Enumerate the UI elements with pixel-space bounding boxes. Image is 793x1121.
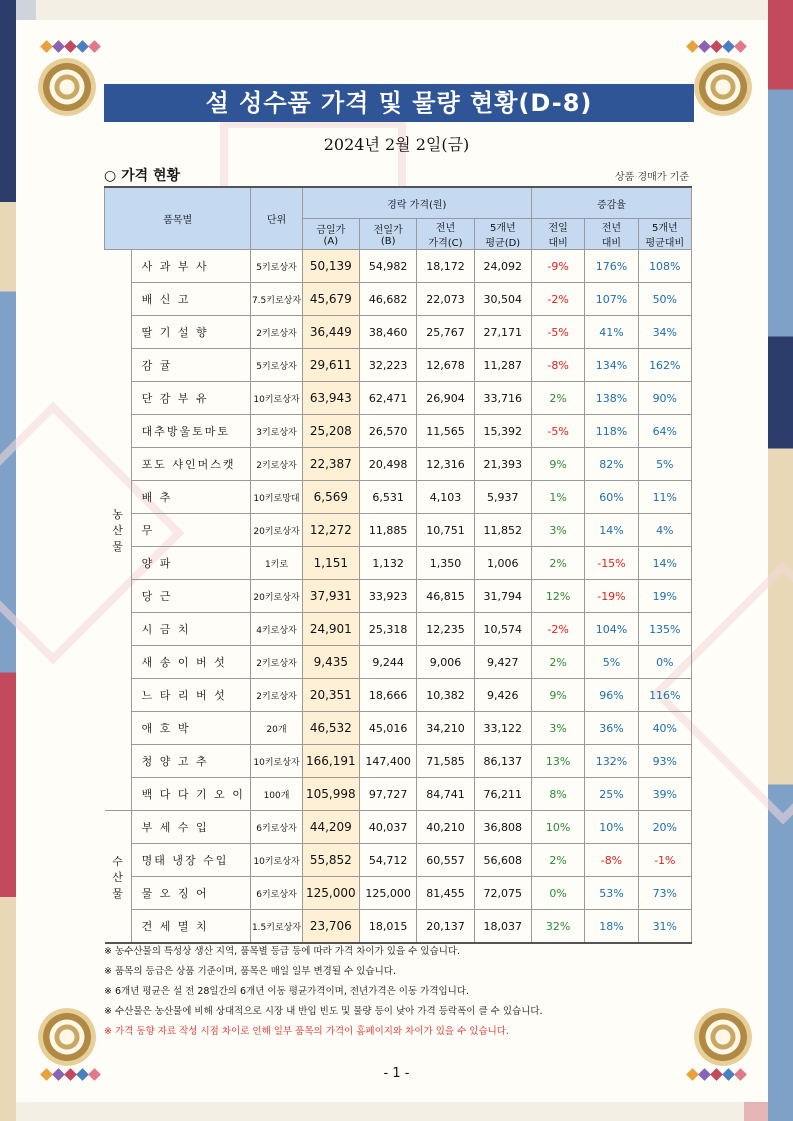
vs-last-year: 104% (585, 613, 638, 646)
today-price: 12,272 (302, 514, 359, 547)
unit-cell: 2키로상자 (251, 646, 302, 679)
prev-day-price: 97,727 (359, 778, 416, 811)
vs-five-year: 31% (638, 910, 691, 944)
today-price: 29,611 (302, 349, 359, 382)
prev-day-price: 6,531 (359, 481, 416, 514)
vs-five-year: 4% (638, 514, 691, 547)
today-price: 46,532 (302, 712, 359, 745)
corner-ornament-icon (38, 58, 96, 116)
today-price: 37,931 (302, 580, 359, 613)
item-name: 단 감 부 유 (131, 382, 251, 415)
prev-day-price: 20,498 (359, 448, 416, 481)
vs-last-year: 41% (585, 316, 638, 349)
footnote-item: ※ 수산물은 농산물에 비해 상대적으로 시장 내 반입 빈도 및 물량 등이 낮아 가격 등락폭이 클 수 있습니다. (104, 1006, 543, 1017)
today-price: 50,139 (302, 250, 359, 283)
last-year-price: 22,073 (417, 283, 474, 316)
today-price: 63,943 (302, 382, 359, 415)
vs-five-year: 40% (638, 712, 691, 745)
last-year-price: 11,565 (417, 415, 474, 448)
vs-prev-day: 8% (531, 778, 584, 811)
vs-five-year: 116% (638, 679, 691, 712)
prev-day-price: 32,223 (359, 349, 416, 382)
last-year-price: 46,815 (417, 580, 474, 613)
vs-last-year: -19% (585, 580, 638, 613)
vs-prev-day: 2% (531, 382, 584, 415)
last-year-price: 18,172 (417, 250, 474, 283)
header-col: 전일가 (B) (359, 219, 416, 250)
table-row (105, 910, 692, 944)
last-year-price: 60,557 (417, 844, 474, 877)
five-year-avg: 30,504 (474, 283, 531, 316)
prev-day-price: 33,923 (359, 580, 416, 613)
prev-day-price: 9,244 (359, 646, 416, 679)
table-row (105, 415, 692, 448)
table-row (105, 283, 692, 316)
vs-last-year: 134% (585, 349, 638, 382)
prev-day-price: 54,982 (359, 250, 416, 283)
vs-five-year: 19% (638, 580, 691, 613)
unit-cell: 1키로 (251, 547, 302, 580)
today-price: 24,901 (302, 613, 359, 646)
prev-day-price: 18,015 (359, 910, 416, 944)
last-year-price: 81,455 (417, 877, 474, 910)
five-year-avg: 27,171 (474, 316, 531, 349)
prev-day-price: 38,460 (359, 316, 416, 349)
today-price: 20,351 (302, 679, 359, 712)
vs-prev-day: -2% (531, 613, 584, 646)
vs-prev-day: -2% (531, 283, 584, 316)
today-price: 23,706 (302, 910, 359, 944)
unit-cell: 6키로상자 (251, 877, 302, 910)
last-year-price: 4,103 (417, 481, 474, 514)
unit-cell: 2키로상자 (251, 448, 302, 481)
vs-five-year: 39% (638, 778, 691, 811)
last-year-price: 12,678 (417, 349, 474, 382)
today-price: 45,679 (302, 283, 359, 316)
five-year-avg: 56,608 (474, 844, 531, 877)
vs-prev-day: 1% (531, 481, 584, 514)
section-title: ○ 가격 현황 (104, 168, 181, 184)
unit-cell: 100개 (251, 778, 302, 811)
table-row (105, 580, 692, 613)
last-year-price: 34,210 (417, 712, 474, 745)
price-basis-note: 상품 경매가 기준 (615, 172, 689, 183)
header-auction-price: 경락 가격(원) (302, 187, 531, 219)
today-price: 1,151 (302, 547, 359, 580)
vs-five-year: 11% (638, 481, 691, 514)
last-year-price: 1,350 (417, 547, 474, 580)
unit-cell: 7.5키로상자 (251, 283, 302, 316)
footnote-item: ※ 품목의 등급은 상품 기준이며, 품목은 매일 일부 변경될 수 있습니다. (104, 966, 396, 977)
vs-prev-day: 10% (531, 811, 584, 844)
prev-day-price: 54,712 (359, 844, 416, 877)
table-row (105, 745, 692, 778)
vs-five-year: 14% (638, 547, 691, 580)
table-row (105, 679, 692, 712)
group-label: 수 산 물 (105, 811, 132, 944)
prev-day-price: 26,570 (359, 415, 416, 448)
vs-five-year: 64% (638, 415, 691, 448)
five-year-avg: 5,937 (474, 481, 531, 514)
last-year-price: 71,585 (417, 745, 474, 778)
vs-last-year: 10% (585, 811, 638, 844)
group-label: 농 산 물 (105, 250, 132, 811)
item-name: 딸 기 설 향 (131, 316, 251, 349)
vs-five-year: -1% (638, 844, 691, 877)
vs-prev-day: 2% (531, 547, 584, 580)
vs-prev-day: 2% (531, 646, 584, 679)
table-row (105, 316, 692, 349)
today-price: 9,435 (302, 646, 359, 679)
unit-cell: 5키로상자 (251, 250, 302, 283)
today-price: 22,387 (302, 448, 359, 481)
header-item: 품목별 (105, 187, 251, 250)
vs-prev-day: 2% (531, 844, 584, 877)
vs-last-year: 53% (585, 877, 638, 910)
vs-prev-day: 32% (531, 910, 584, 944)
unit-cell: 10키로상자 (251, 745, 302, 778)
vs-prev-day: 3% (531, 712, 584, 745)
last-year-price: 25,767 (417, 316, 474, 349)
vs-prev-day: -8% (531, 349, 584, 382)
item-name: 사 과 부 사 (131, 250, 251, 283)
five-year-avg: 72,075 (474, 877, 531, 910)
table-row (105, 844, 692, 877)
today-price: 105,998 (302, 778, 359, 811)
vs-last-year: 107% (585, 283, 638, 316)
today-price: 44,209 (302, 811, 359, 844)
item-name: 건 세 멸 치 (131, 910, 251, 944)
table-row (105, 349, 692, 382)
vs-last-year: -15% (585, 547, 638, 580)
unit-cell: 20개 (251, 712, 302, 745)
prev-day-price: 11,885 (359, 514, 416, 547)
item-name: 당 근 (131, 580, 251, 613)
footnote-item: ※ 농수산물의 특성상 생산 지역, 품목별 등급 등에 따라 가격 차이가 있을 수 있습니다. (104, 946, 461, 957)
header-unit: 단위 (251, 187, 302, 250)
prev-day-price: 147,400 (359, 745, 416, 778)
item-name: 대추방울토마토 (131, 415, 251, 448)
five-year-avg: 86,137 (474, 745, 531, 778)
unit-cell: 10키로상자 (251, 382, 302, 415)
vs-last-year: 36% (585, 712, 638, 745)
unit-cell: 10키로망대 (251, 481, 302, 514)
footnote-item: ※ 6개년 평균은 설 전 28일간의 6개년 이동 평균가격이며, 전년가격은 이동 가격입니다. (104, 986, 470, 997)
table-row (105, 877, 692, 910)
vs-prev-day: 12% (531, 580, 584, 613)
vs-five-year: 93% (638, 745, 691, 778)
vs-five-year: 108% (638, 250, 691, 283)
last-year-price: 9,006 (417, 646, 474, 679)
vs-last-year: -8% (585, 844, 638, 877)
vs-five-year: 50% (638, 283, 691, 316)
unit-cell: 20키로상자 (251, 580, 302, 613)
header-col: 전년 대비 (585, 219, 638, 250)
table-row (105, 514, 692, 547)
unit-cell: 4키로상자 (251, 613, 302, 646)
unit-cell: 20키로상자 (251, 514, 302, 547)
prev-day-price: 18,666 (359, 679, 416, 712)
vs-prev-day: 9% (531, 448, 584, 481)
table-row (105, 613, 692, 646)
today-price: 6,569 (302, 481, 359, 514)
page-number: - 1 - (383, 1066, 410, 1081)
prev-day-price: 62,471 (359, 382, 416, 415)
table-row (105, 250, 692, 283)
header-col: 금일가 (A) (302, 219, 359, 250)
vs-last-year: 82% (585, 448, 638, 481)
vs-prev-day: 9% (531, 679, 584, 712)
vs-last-year: 60% (585, 481, 638, 514)
five-year-avg: 9,427 (474, 646, 531, 679)
unit-cell: 1.5키로상자 (251, 910, 302, 944)
right-decor-stripe (768, 0, 793, 1121)
five-year-avg: 10,574 (474, 613, 531, 646)
today-price: 25,208 (302, 415, 359, 448)
today-price: 166,191 (302, 745, 359, 778)
today-price: 125,000 (302, 877, 359, 910)
vs-five-year: 5% (638, 448, 691, 481)
vs-five-year: 20% (638, 811, 691, 844)
item-name: 포도 샤인머스캣 (131, 448, 251, 481)
prev-day-price: 40,037 (359, 811, 416, 844)
table-row (105, 811, 692, 844)
last-year-price: 10,382 (417, 679, 474, 712)
last-year-price: 84,741 (417, 778, 474, 811)
vs-last-year: 18% (585, 910, 638, 944)
unit-cell: 5키로상자 (251, 349, 302, 382)
table-row (105, 778, 692, 811)
vs-last-year: 132% (585, 745, 638, 778)
prev-day-price: 25,318 (359, 613, 416, 646)
header-col: 5개년 평균(D) (474, 219, 531, 250)
header-col: 전일 대비 (531, 219, 584, 250)
vs-last-year: 96% (585, 679, 638, 712)
unit-cell: 2키로상자 (251, 679, 302, 712)
item-name: 감 귤 (131, 349, 251, 382)
today-price: 36,449 (302, 316, 359, 349)
last-year-price: 12,235 (417, 613, 474, 646)
vs-five-year: 90% (638, 382, 691, 415)
table-row (105, 481, 692, 514)
vs-last-year: 176% (585, 250, 638, 283)
vs-five-year: 73% (638, 877, 691, 910)
prev-day-price: 46,682 (359, 283, 416, 316)
unit-cell: 6키로상자 (251, 811, 302, 844)
last-year-price: 20,137 (417, 910, 474, 944)
five-year-avg: 36,808 (474, 811, 531, 844)
page-title: 설 성수품 가격 및 물량 현황(D-8) (104, 84, 694, 122)
five-year-avg: 15,392 (474, 415, 531, 448)
item-name: 무 (131, 514, 251, 547)
diamond-ornament-icon (42, 42, 99, 51)
five-year-avg: 21,393 (474, 448, 531, 481)
table-row (105, 712, 692, 745)
vs-prev-day: -5% (531, 316, 584, 349)
five-year-avg: 1,006 (474, 547, 531, 580)
vs-prev-day: 0% (531, 877, 584, 910)
vs-prev-day: -5% (531, 415, 584, 448)
item-name: 양 파 (131, 547, 251, 580)
unit-cell: 10키로상자 (251, 844, 302, 877)
last-year-price: 10,751 (417, 514, 474, 547)
corner-ornament-icon (694, 58, 752, 116)
item-name: 백 다 다 기 오 이 (131, 778, 251, 811)
five-year-avg: 33,122 (474, 712, 531, 745)
item-name: 물 오 징 어 (131, 877, 251, 910)
vs-last-year: 138% (585, 382, 638, 415)
footnotes (104, 942, 704, 1042)
item-name: 청 양 고 추 (131, 745, 251, 778)
vs-prev-day: -9% (531, 250, 584, 283)
corner-ornament-icon (38, 1008, 96, 1066)
vs-prev-day: 3% (531, 514, 584, 547)
table-row (105, 547, 692, 580)
vs-five-year: 34% (638, 316, 691, 349)
header-col: 전년 가격(C) (417, 219, 474, 250)
vs-last-year: 25% (585, 778, 638, 811)
item-name: 느 타 리 버 섯 (131, 679, 251, 712)
last-year-price: 26,904 (417, 382, 474, 415)
five-year-avg: 9,426 (474, 679, 531, 712)
report-date: 2024년 2월 2일(금) (323, 135, 470, 154)
table-row (105, 382, 692, 415)
item-name: 배 신 고 (131, 283, 251, 316)
five-year-avg: 33,716 (474, 382, 531, 415)
table-row (105, 646, 692, 679)
today-price: 55,852 (302, 844, 359, 877)
five-year-avg: 31,794 (474, 580, 531, 613)
vs-prev-day: 13% (531, 745, 584, 778)
item-name: 애 호 박 (131, 712, 251, 745)
item-name: 배 추 (131, 481, 251, 514)
vs-five-year: 135% (638, 613, 691, 646)
item-name: 시 금 치 (131, 613, 251, 646)
prev-day-price: 45,016 (359, 712, 416, 745)
last-year-price: 12,316 (417, 448, 474, 481)
prev-day-price: 125,000 (359, 877, 416, 910)
vs-last-year: 5% (585, 646, 638, 679)
unit-cell: 3키로상자 (251, 415, 302, 448)
item-name: 새 송 이 버 섯 (131, 646, 251, 679)
five-year-avg: 24,092 (474, 250, 531, 283)
five-year-avg: 11,287 (474, 349, 531, 382)
table-row (105, 448, 692, 481)
footnote-item: ※ 가격 동향 자료 작성 시점 차이로 인해 일부 품목의 가격이 홈페이지와 차이가 있을 수 있습니다. (104, 1026, 510, 1037)
vs-last-year: 118% (585, 415, 638, 448)
item-name: 부 세 수 입 (131, 811, 251, 844)
five-year-avg: 76,211 (474, 778, 531, 811)
vs-last-year: 14% (585, 514, 638, 547)
vs-five-year: 162% (638, 349, 691, 382)
header-change-rate: 증감율 (531, 187, 691, 219)
five-year-avg: 18,037 (474, 910, 531, 944)
item-name: 명태 냉장 수입 (131, 844, 251, 877)
vs-five-year: 0% (638, 646, 691, 679)
header-col: 5개년 평균대비 (638, 219, 691, 250)
diamond-ornament-icon (688, 42, 745, 51)
price-table (104, 186, 692, 944)
last-year-price: 40,210 (417, 811, 474, 844)
prev-day-price: 1,132 (359, 547, 416, 580)
five-year-avg: 11,852 (474, 514, 531, 547)
unit-cell: 2키로상자 (251, 316, 302, 349)
